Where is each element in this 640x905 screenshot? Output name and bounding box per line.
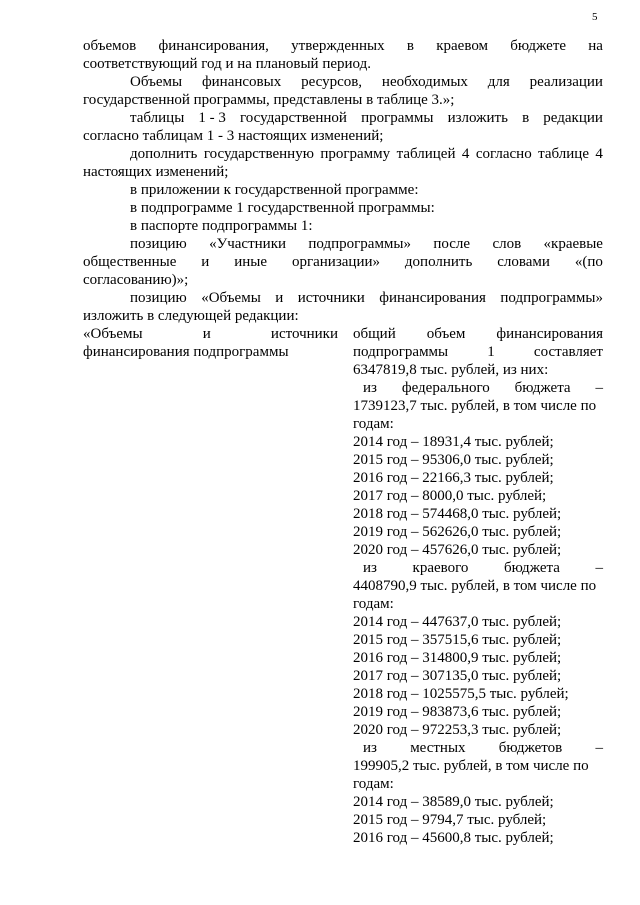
- text-line: в подпрограмме 1 государственной программы:: [130, 200, 435, 216]
- word: «краевые: [543, 236, 603, 252]
- word: общественные: [83, 254, 177, 270]
- text-line: [130, 73, 603, 91]
- passport-value-line: 2018 год – 1025575,5 тыс. рублей;: [353, 686, 569, 702]
- word: «Участники: [209, 236, 287, 252]
- word: на: [588, 38, 603, 54]
- passport-value-line: 2020 год – 972253,3 тыс. рублей;: [353, 722, 562, 738]
- passport-value-line: 2019 год – 983873,6 тыс. рублей;: [353, 704, 562, 720]
- word: «Объемы: [83, 326, 143, 342]
- word: подпрограммы»: [308, 236, 412, 252]
- word: из: [363, 560, 377, 576]
- word: в: [406, 38, 414, 54]
- word: в: [522, 110, 530, 126]
- word: подпрограммы»: [500, 290, 603, 306]
- passport-value-line: 199905,2 тыс. рублей, в том числе по: [353, 758, 589, 774]
- text-line: [130, 235, 603, 253]
- word: 4: [595, 146, 603, 162]
- word: словами: [497, 254, 550, 270]
- text-line: государственной программы, представлены в таблице 3.»;: [83, 92, 455, 108]
- word: –: [595, 560, 603, 576]
- word: реализации: [529, 74, 603, 90]
- word: таблице: [538, 146, 589, 162]
- word: источники: [297, 290, 365, 306]
- word: редакции: [543, 110, 603, 126]
- word: позицию: [130, 236, 187, 252]
- word: государственной: [240, 110, 347, 126]
- passport-value-line: 2019 год – 562626,0 тыс. рублей;: [353, 524, 562, 540]
- word: краевом: [436, 38, 489, 54]
- word: иные: [234, 254, 268, 270]
- word: подпрограммы: [353, 344, 449, 360]
- passport-value-line: 1739123,7 тыс. рублей, в том числе по: [353, 398, 597, 414]
- word: общий: [353, 326, 396, 342]
- word: программы: [361, 110, 434, 126]
- passport-value-line: 2015 год – 9794,7 тыс. рублей;: [353, 812, 547, 828]
- word: объемов: [83, 38, 137, 54]
- text-line: настоящих изменений;: [83, 164, 229, 180]
- text-line: согласно таблицам 1 - 3 настоящих изменений;: [83, 128, 384, 144]
- word: бюджета: [514, 380, 571, 396]
- word: финансовых: [201, 74, 282, 90]
- word: позицию: [130, 290, 187, 306]
- word: –: [595, 380, 603, 396]
- word: для: [487, 74, 510, 90]
- text-line: соответствующий год и на плановый период.: [83, 56, 371, 72]
- word: таблицей: [396, 146, 456, 162]
- text-line: [130, 289, 603, 307]
- passport-value-line: [353, 325, 603, 343]
- passport-value-line: 2014 год – 447637,0 тыс. рублей;: [353, 614, 562, 630]
- word: «Объемы: [201, 290, 261, 306]
- passport-label-line: [83, 325, 338, 343]
- word: финансирования: [379, 290, 486, 306]
- passport-label-line: финансирования подпрограммы: [83, 344, 289, 360]
- word: бюджета: [503, 560, 560, 576]
- text-line: в приложении к государственной программе:: [130, 182, 419, 198]
- word: «(по: [574, 254, 603, 270]
- passport-value-line: [363, 379, 603, 397]
- word: необходимых: [381, 74, 468, 90]
- word: –: [595, 740, 603, 756]
- passport-value-line: 2014 год – 38589,0 тыс. рублей;: [353, 794, 554, 810]
- word: государственную: [203, 146, 314, 162]
- text-line: согласованию)»;: [83, 272, 189, 288]
- word: федерального: [401, 380, 490, 396]
- text-line: [130, 145, 603, 163]
- word: программу: [320, 146, 391, 162]
- word: финансирования: [496, 326, 603, 342]
- passport-value-line: годам:: [353, 596, 394, 612]
- passport-value-line: 2017 год – 307135,0 тыс. рублей;: [353, 668, 562, 684]
- word: 4: [461, 146, 470, 162]
- word: из: [363, 740, 377, 756]
- passport-value-line: 2020 год – 457626,0 тыс. рублей;: [353, 542, 562, 558]
- word: слов: [492, 236, 522, 252]
- passport-value-line: 2016 год – 22166,3 тыс. рублей;: [353, 470, 554, 486]
- word: краевого: [412, 560, 469, 576]
- text-line: [83, 253, 603, 271]
- passport-value-line: 2015 год – 357515,6 тыс. рублей;: [353, 632, 562, 648]
- passport-value-line: 4408790,9 тыс. рублей, в том числе по: [353, 578, 597, 594]
- word: бюджетов: [498, 740, 563, 756]
- passport-value-line: 2014 год – 18931,4 тыс. рублей;: [353, 434, 554, 450]
- passport-value-line: [363, 559, 603, 577]
- word: дополнить: [130, 146, 198, 162]
- word: изложить: [447, 110, 508, 126]
- passport-value-line: [353, 343, 603, 361]
- word: после: [433, 236, 471, 252]
- word: источники: [270, 326, 338, 342]
- word: и: [201, 254, 210, 270]
- word: организации»: [291, 254, 380, 270]
- passport-value-line: 2016 год – 314800,9 тыс. рублей;: [353, 650, 562, 666]
- passport-value-line: 6347819,8 тыс. рублей, из них:: [353, 362, 549, 378]
- word: из: [363, 380, 377, 396]
- word: составляет: [533, 344, 603, 360]
- text-line: изложить в следующей редакции:: [83, 308, 299, 324]
- passport-value-line: годам:: [353, 416, 394, 432]
- text-line: в паспорте подпрограммы 1:: [130, 218, 313, 234]
- word: объем: [426, 326, 466, 342]
- word: местных: [410, 740, 466, 756]
- word: финансирования,: [158, 38, 269, 54]
- word: и: [202, 326, 211, 342]
- word: 1: [487, 344, 495, 360]
- passport-value-line: 2016 год – 45600,8 тыс. рублей;: [353, 830, 554, 846]
- passport-value-line: [363, 739, 603, 757]
- passport-value-line: годам:: [353, 776, 394, 792]
- passport-value-line: 2018 год – 574468,0 тыс. рублей;: [353, 506, 562, 522]
- word: согласно: [475, 146, 532, 162]
- word: 1 - 3: [198, 110, 226, 126]
- word: ресурсов,: [301, 74, 363, 90]
- word: Объемы: [130, 74, 183, 90]
- text-line: [83, 37, 603, 55]
- word: и: [275, 290, 284, 306]
- text-line: [130, 109, 603, 127]
- word: дополнить: [404, 254, 473, 270]
- word: утвержденных: [291, 38, 385, 54]
- page-number: 5: [592, 11, 598, 23]
- word: бюджете: [510, 38, 567, 54]
- passport-value-line: 2015 год – 95306,0 тыс. рублей;: [353, 452, 554, 468]
- word: таблицы: [130, 110, 185, 126]
- passport-value-line: 2017 год – 8000,0 тыс. рублей;: [353, 488, 547, 504]
